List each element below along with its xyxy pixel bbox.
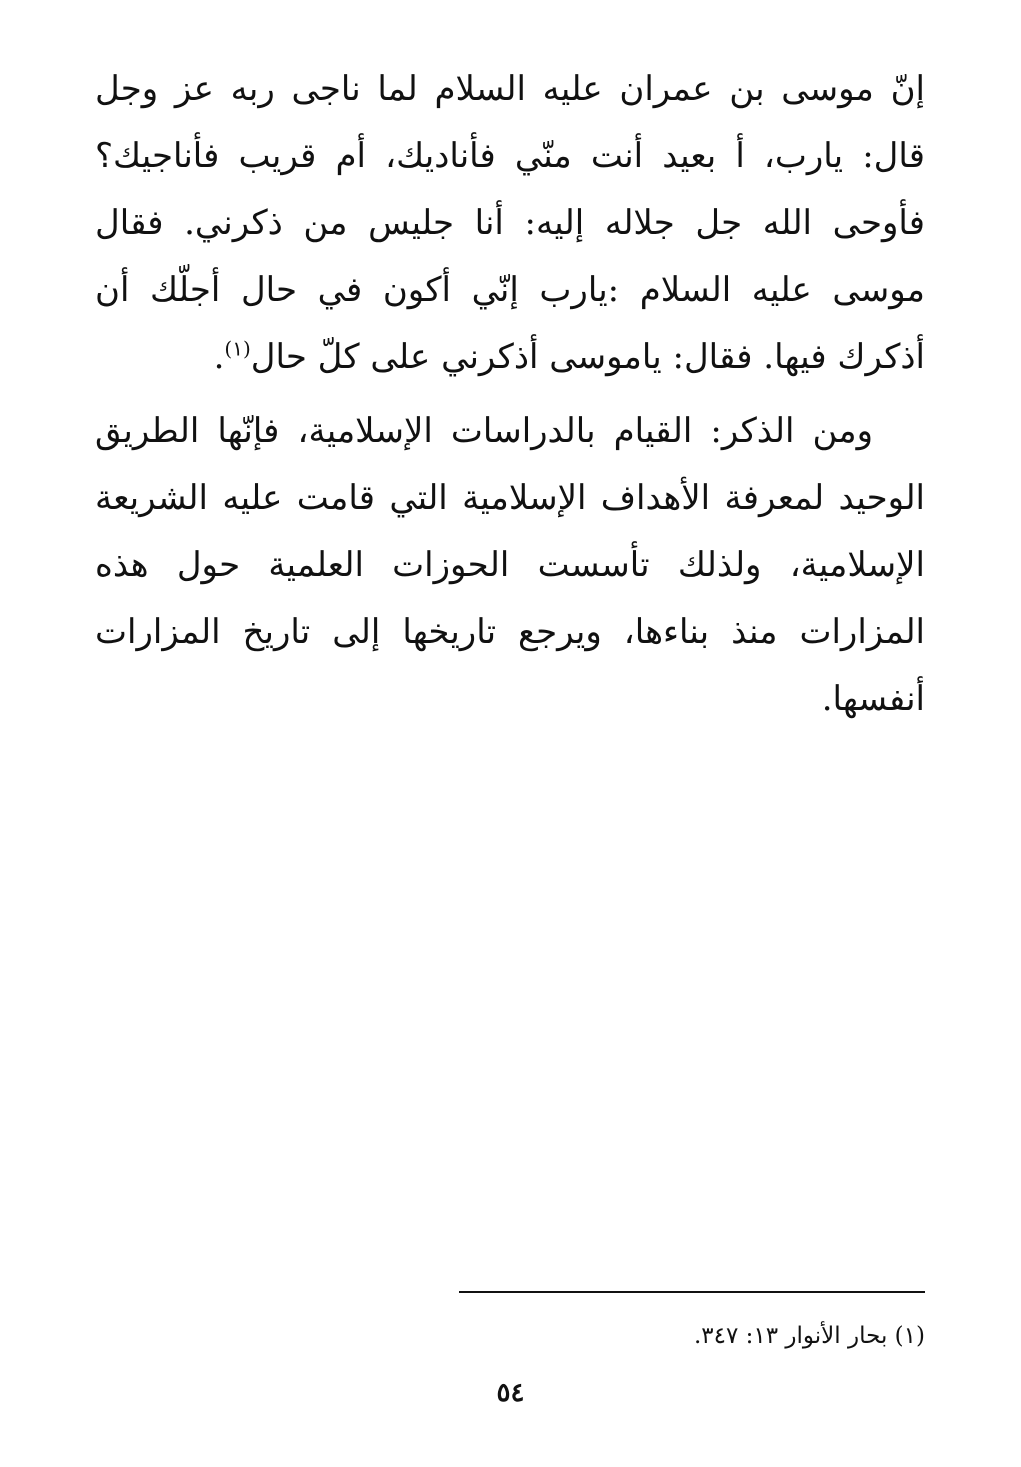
paragraph-1 (95, 56, 925, 391)
paragraph-2: ومن الذكر: القيام بالدراسات الإسلامية، فإنّها الطريق الوحيد لمعرفة الأهداف الإسلامية التي قامت عليه الشريعة الإسلامية، ولذلك تأسست الحوزات العلمية حول هذه المزارات منذ بناءها، ويرجع تاريخها إلى تاريخ المزارات أنفسها. (95, 411, 925, 719)
paragraph-1-text: إنّ موسى بن عمران عليه السلام لما ناجى ربه عز وجل قال: يارب، أ بعيد أنت منّي فأناديك، أم قريب فأناجيك؟ فأوحى الله جل جلاله إليه: أنا جليس من ذكرني. فقال موسى عليه السلام :يارب إنّي أكون في حال أجلّك أن أذكرك فيها. فقال: ياموسى أذكرني على كلّ حال (95, 69, 925, 377)
paragraph-1-end: . (213, 337, 225, 377)
footnote-reference: (١) (224, 336, 251, 361)
footnote-divider (459, 1291, 925, 1293)
page-number: ٥٤ (496, 1378, 525, 1408)
footnote-text: (١) بحار الأنوار ١٣: ٣٤٧. (693, 1323, 925, 1349)
